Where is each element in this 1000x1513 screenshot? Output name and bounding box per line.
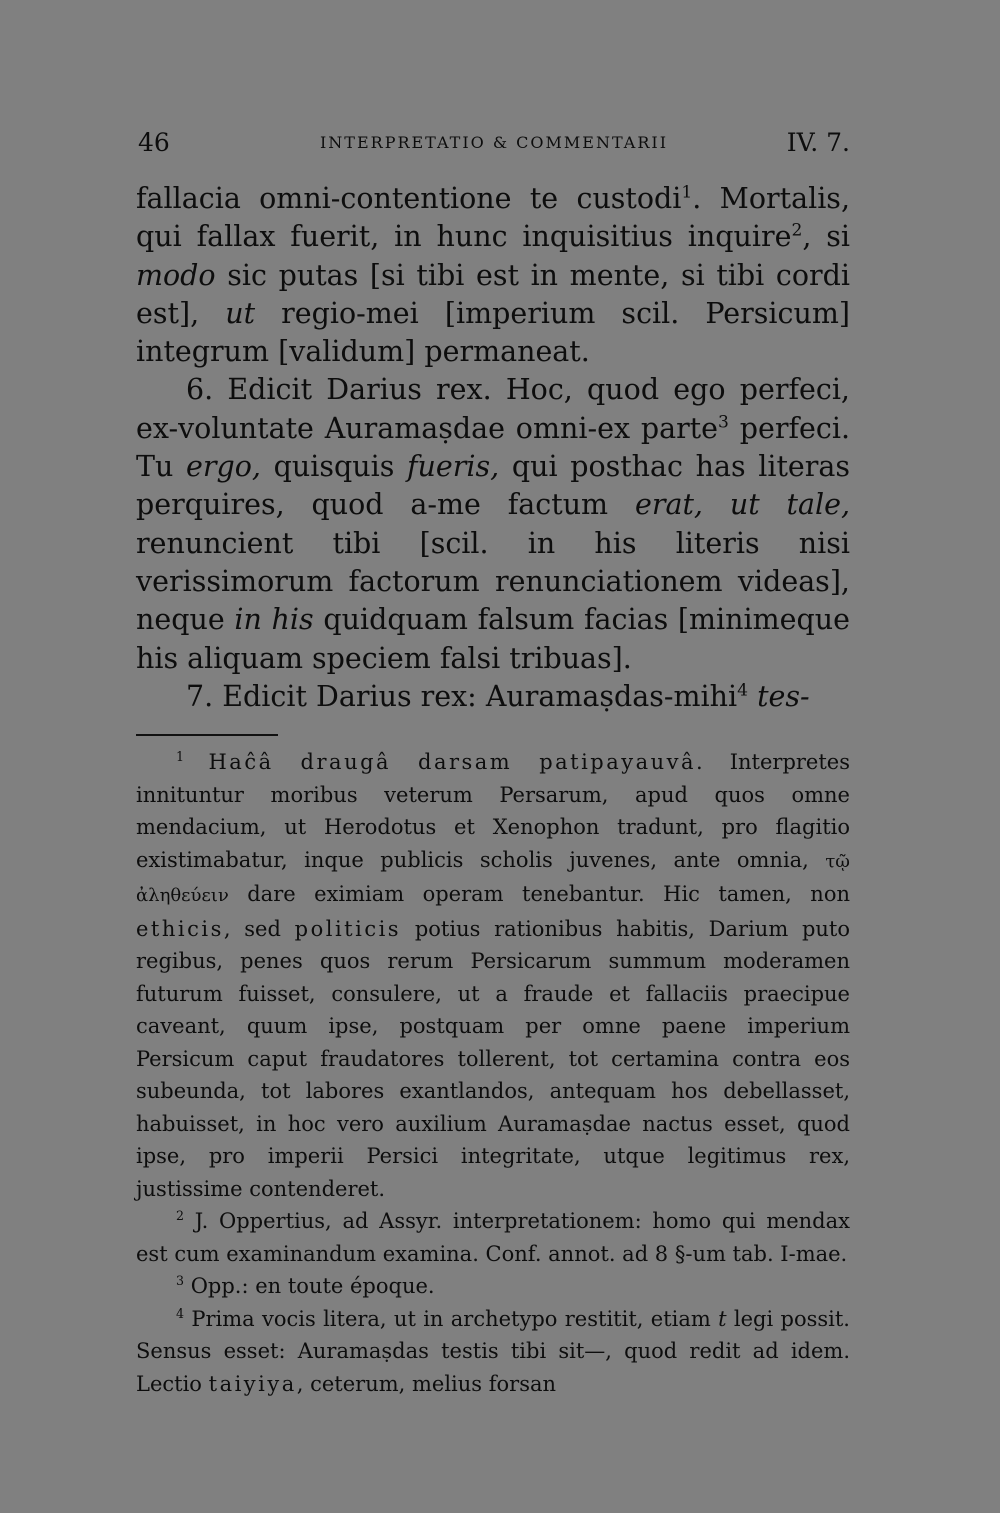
italic-text: erat, ut tale, [634, 488, 850, 522]
text-run: quisquis [273, 450, 395, 484]
footnote-3 [136, 1270, 850, 1303]
paragraph-section-7 [136, 678, 850, 716]
text-run: regio-mei [imperium scil. Persicum] integrum [validum] permaneat. [136, 296, 850, 369]
spaced-text: Haĉâ draugâ darsam patipayauvâ. [208, 750, 706, 774]
italic-text: ut [225, 296, 256, 330]
paragraph-continuation [136, 180, 850, 371]
text-run: 7. Edicit Darius rex: Auramaṣdas-mihi [186, 679, 738, 713]
italic-text: in his [234, 603, 314, 637]
italic-text: ergo, [186, 450, 261, 484]
text-run: , si [802, 220, 850, 254]
footnotes [136, 746, 850, 1400]
footnote-ref-2: 2 [791, 220, 803, 241]
italic-text: tes- [757, 679, 810, 713]
text-run: , sed [223, 916, 281, 941]
spaced-text: ethicis [136, 916, 224, 941]
footnote-4 [136, 1303, 850, 1401]
page-number: 46 [138, 128, 170, 157]
footnote-ref-4: 4 [737, 680, 749, 701]
text-run: Opp.: en toute époque. [190, 1274, 435, 1298]
text-run: Prima vocis litera, ut in archetypo restitit, etiam [191, 1306, 711, 1331]
section-marker: IV. 7. [786, 128, 850, 157]
text-run: , ceterum, melius forsan [296, 1371, 557, 1396]
text-run: renuncient tibi [scil. in his literis nisi verissimorum factorum renunciationem videas], neque [136, 526, 850, 637]
footnote-divider [136, 734, 278, 736]
spaced-text: politicis [294, 916, 402, 941]
text-run: potius rationibus habitis, Darium puto regibus, penes quos rerum Persicarum summum moderamen futurum fuisset, consulere, ut a fraude et fallaciis praecipue caveant, quum ipse, postquam per omne paene imperium Persicum caput fraudatores tollerent, tot certamina contra eos subeunda, tot labores exantlandos, antequam hos debellasset, habuisset, in hoc vero auxilium Auramaṣdae nactus esset, quod ipse, pro imperii Persici integritate, utque legitimus rex, justissime contenderet. [136, 916, 851, 1201]
footnote-number: 4 [176, 1305, 185, 1321]
text-run: dare eximiam operam tenebantur. Hic tamen, non [247, 882, 850, 906]
running-title: INTERPRETATIO & COMMENTARII [319, 133, 669, 152]
footnote-2 [136, 1205, 850, 1270]
main-text [136, 180, 850, 716]
text-run: . Mortalis, qui fallax fuerit, in hunc inquisitius inquire [136, 182, 850, 254]
italic-text: fueris, [406, 450, 500, 484]
spaced-text: taiyiya [208, 1371, 297, 1396]
footnote-ref-3: 3 [718, 412, 729, 433]
text-run: legi possit. Sensus esset: Auramaṣdas testis tibi sit—, quod redit ad idem. Lectio [136, 1306, 850, 1396]
footnote-number: 3 [176, 1273, 185, 1288]
text-run: qui posthac has literas perquires, quod a-me factum [136, 450, 851, 522]
paragraph-section-6 [136, 371, 850, 677]
footnote-ref-1: 1 [681, 182, 693, 203]
footnote-number: 2 [176, 1208, 185, 1223]
text-run: quidquam falsum facias [minimeque his aliquam speciem falsi tribuas]. [136, 603, 850, 675]
text-run: perfeci. Tu [136, 411, 851, 484]
italic-text: t [718, 1306, 727, 1331]
footnote-number: 1 [176, 749, 185, 764]
text-run: J. Oppertius, ad Assyr. interpretationem: homo qui mendax est cum examinandum examina. Conf. annot. ad 8 §-um tab. I-mae. [136, 1209, 850, 1266]
footnote-1 [136, 746, 850, 1205]
greek-text: τῷ ἀληθεύειν [136, 850, 850, 906]
text-run: fallacia omni-contentione te custodi [136, 182, 682, 215]
running-header [138, 128, 850, 162]
italic-text: modo [136, 258, 216, 292]
text-run: Interpretes innituntur moribus veterum Persarum, apud quos omne mendacium, ut Herodotus et Xenophon tradunt, pro flagitio existimabatur, inque publicis scholis juvenes, ante omnia, [136, 750, 850, 872]
text-run: sic putas [si tibi est in mente, si tibi cordi est], [136, 258, 850, 330]
text-run: 6. Edicit Darius rex. Hoc, quod ego perfeci, ex-voluntate Auramaṣdae omni-ex parte [136, 373, 850, 445]
